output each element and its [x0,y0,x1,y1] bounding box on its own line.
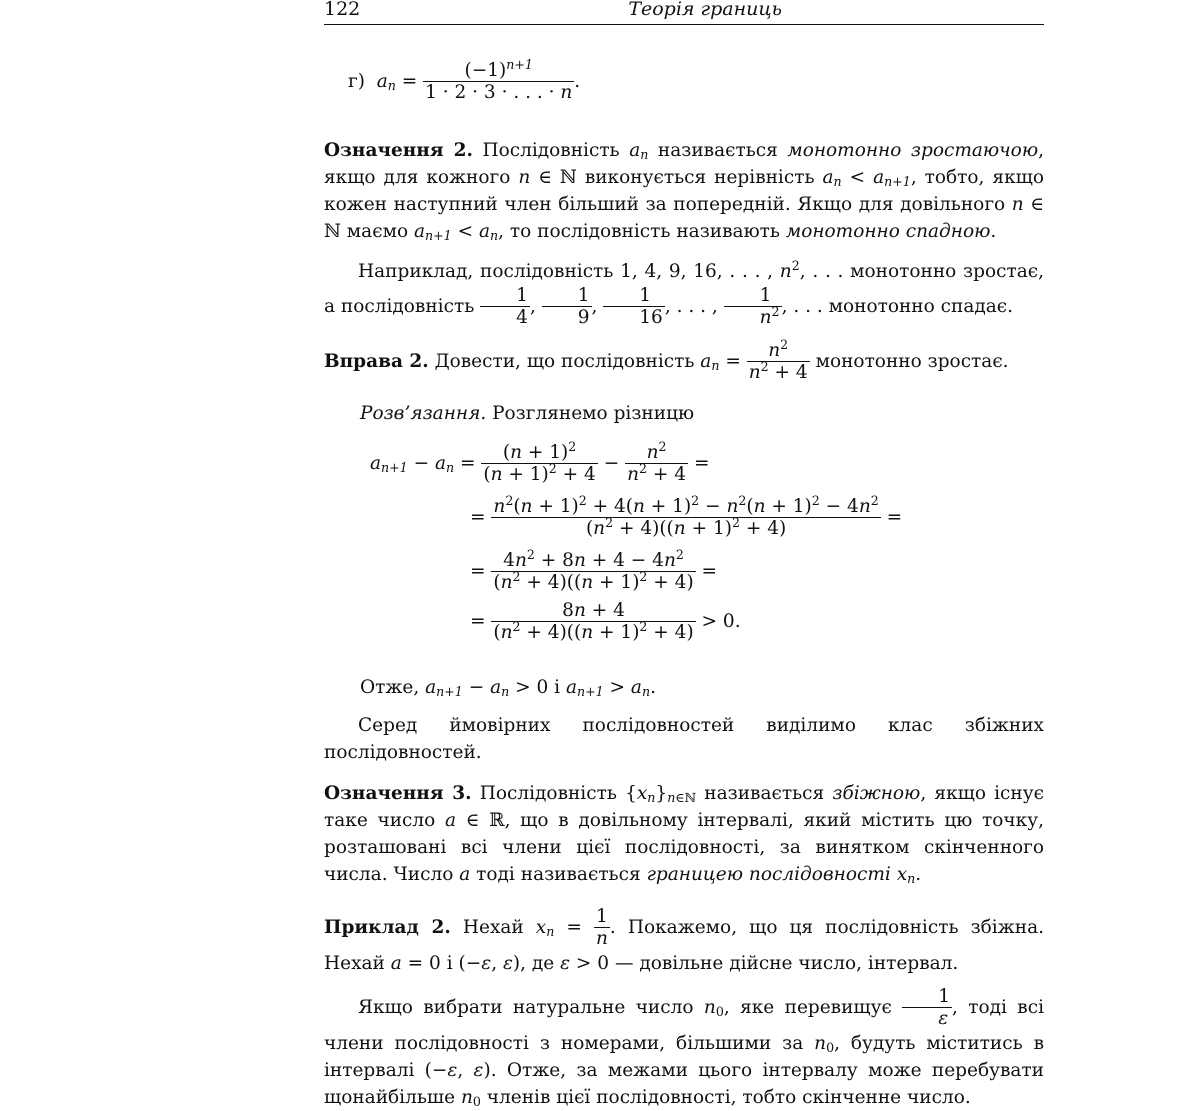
term-convergent: збіжною [832,783,921,804]
term-limit: границею послідовності [646,864,891,885]
term-increasing: монотонно зростаючою [787,140,1039,161]
term-decreasing: монотонно спадною [785,221,991,242]
definition-2: Означення 2. Послідовність $a_n$ називається монотонно зростаючою, якщо для кожного n ∈ ℕ виконується нерівність $a_n < a_{n+1}$, тобто, якщо кожен наступний член більший за попередній. Якщо для довільного n ∈ ℕ маємо $a_{n+1} < a_n$, то послідовність називають монотонно спадною. [324,140,1044,244]
formula-fraction: $\frac{(-1)^{n+1}}{1 \cdot 2 \cdot 3 \cdot . . . \cdot n}$ [425,57,573,104]
exercise-2: Вправа 2. Довести, що послідовність $a_n$ = $\frac{n^2}{n^2 + 4}$ монотонно зростає. [324,337,1009,384]
intro-convergent: Серед ймовірних послідовностей виділимо клас збіжних послідовностей. [324,715,1044,763]
last-paragraph: Якщо вибрати натуральне число $n_0$, яке перевищує $\frac{1}{\varepsilon}$ , тоді всі члени послідовності з номерами, більшими за $n_0$, будуть міститись в інтервалі (−ε, ε). Отже, за межами цього інтервалу може перебувати щонайбільше $n_0$ членів цієї послідовності, тобто скінченне число. [324,986,1045,1109]
definition-2-label: Означення 2. [324,140,473,161]
running-header [324,0,1044,25]
exercise-2-label: Вправа 2. [324,350,429,372]
page-number: 122 [324,0,361,20]
definition-3-label: Означення 3. [324,783,472,804]
running-title: Теорія границь [628,0,782,20]
item-g-label: г) [348,70,365,92]
example-2-label: Приклад 2. [324,916,451,938]
solution-label: Розв’язання. [360,403,487,424]
definition-3: Означення 3. Послідовність $\{x_n\}_{n\in ℕ}$ називається збіжною, якщо існує таке число a ∈ ℝ, що в довільному інтервалі, який містить цю точку, розташовані всі члени цієї послідовності, за винятком скінченного числа. Число a тоді називається границею послідовності $x_n$. [324,783,1044,887]
solution-intro: Розв’язання. Розглянемо різницю [360,403,695,424]
book-page: 122 Теорія границь г) $a_n$ = $\frac{(-1)^{n+1}}{1 \cdot 2 \cdot 3 \cdot . . . \cdot n}$ . Означення 2. Послідовність $a_n$ називається монотонно зростаючою, якщо для кожного n ∈ ℕ виконується нерівність $a_n < a_{n+1}$, тобто, якщо кожен наступний член більший за попередній. Якщо для довільного n ∈ ℕ маємо $a_{n+1} < a_n$, то послідовність називають монотонно спадною. Наприклад, послідовність 1, 4, 9, 16, . . . , $n^2$, . . . монотонно зростає, а послідовність $\frac{1}{4}$ , $\frac{1}{9}$ , $\frac{1}{16}$ , . . . , $\frac{1}{n^2}$ , . . . монотонно спадає. Вправа 2. Довести, що послідовність $a_n$ = $\frac{n^2}{n^2 + 4}$ монотонно зростає. Розв’язання. Розглянемо різницю $a_{n+1} - a_n$ = $\frac{(n + 1)^2}{(n + 1)^2 + 4}$ − $\frac{n^2}{n^2 + 4}$ = = $\frac{n^2(n + 1)^2 + 4(n + 1)^2 - n^2(n + 1)^2 - 4n^2}{(n^2 + 4)((n + 1)^2 + 4)}$ = = $\frac{4n^2 + 8n + 4 - 4n^2}{(n^2 + 4)((n + 1)^2 + 4)}$ = = $\frac{8n + 4}{(n^2 + 4)((n + 1)^2 + 4)}$ > 0. Отже, $a_{n+1} - a_n > 0$ і $a_{n+1} > a_n$. Серед ймовірних послідовностей виділимо клас збіжних послідовностей. Означення 3. Послідовність $\{x_n\}_{n\in ℕ}$ називається збіжною, якщо існує таке число a ∈ ℝ, що в довільному інтервалі, який містить цю точку, розташовані всі члени цієї послідовності, за винятком скінченного числа. Число a тоді називається границею послідовності $x_n$. Приклад 2. Нехай $x_n$ = $\frac{1}{n}$ . Покажемо, що ця послідовність збіжна. Нехай a = 0 і (−ε, ε), де ε > 0 — довільне дійсне число, інтервал. Якщо вибрати натуральне число $n_0$, яке перевищує $\frac{1}{\varepsilon}$ , тоді всі члени послідовності з номерами, більшими за $n_0$, будуть міститись в інтервалі (−ε, ε). Отже, за межами цього інтервалу може перебувати щонайбільше $n_0$ членів цієї послідовності, тобто скінченне число. [324,0,1044,1100]
example-2: Приклад 2. Нехай $x_n$ = $\frac{1}{n}$ . Покажемо, що ця послідовність збіжна. Нехай a = 0 і (−ε, ε), де ε > 0 — довільне дійсне число, інтервал. [324,906,1044,974]
example-paragraph: Наприклад, послідовність 1, 4, 9, 16, . . . , $n^2$, . . . монотонно зростає, а послідовність $\frac{1}{4}$ , $\frac{1}{9}$ , $\frac{1}{16}$ , . . . , $\frac{1}{n^2}$ , . . . монотонно спадає. [324,258,1044,329]
conclusion: Отже, $a_{n+1} - a_n > 0$ і $a_{n+1} > a_n$. [360,677,656,700]
item-g: г) $a_n$ = $\frac{(-1)^{n+1}}{1 \cdot 2 \cdot 3 \cdot . . . \cdot n}$ . [348,57,581,104]
